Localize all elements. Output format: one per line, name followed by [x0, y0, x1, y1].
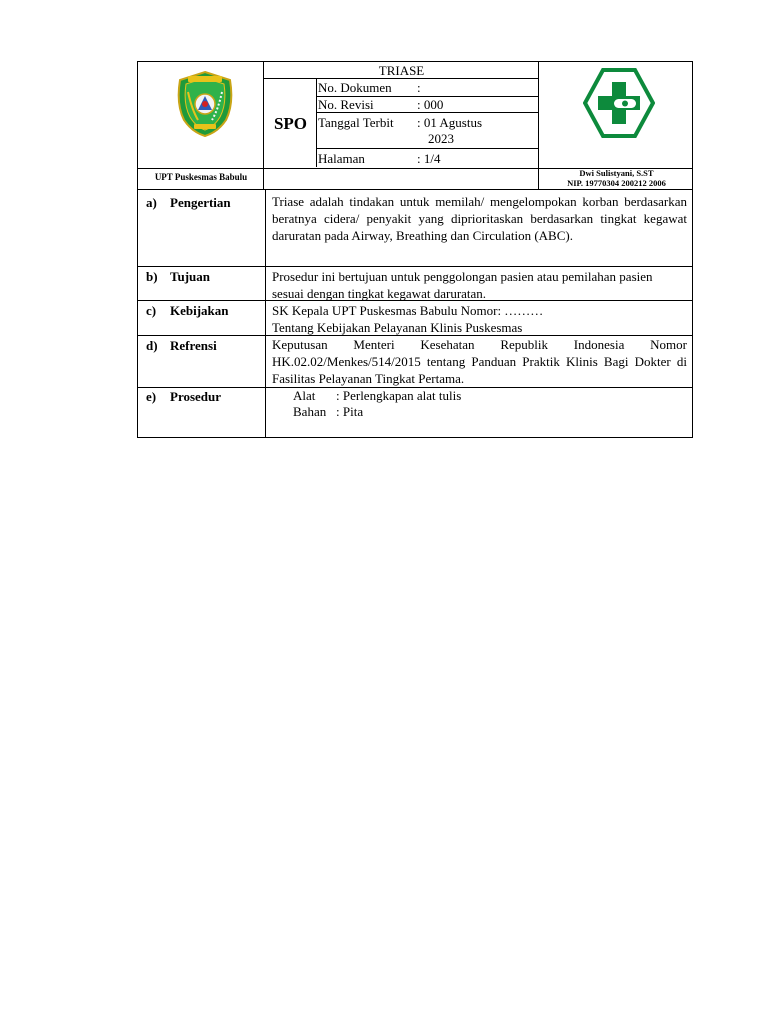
field-value-revision: : 000 — [417, 97, 444, 112]
field-label-issue-date: Tanggal Terbit — [318, 115, 394, 130]
section-text-tujuan: Prosedur ini bertujuan untuk penggolongan pasien atau pemilahan pasien sesuai dengan tingkat kegawat daruratan. — [272, 269, 653, 301]
procedure-item-label: Bahan — [293, 404, 327, 419]
signatory-block — [539, 168, 694, 188]
column-divider — [265, 190, 266, 437]
field-label-page: Halaman — [318, 151, 365, 166]
section-label-refrensi: d) Refrensi — [146, 338, 217, 353]
section-label-pengertian: a) Pengertian — [146, 195, 231, 210]
header-divider — [316, 148, 538, 149]
section-label-prosedur: e) Prosedur — [146, 389, 222, 404]
regency-emblem-icon — [174, 70, 236, 138]
section-text-refrensi: Keputusan Menteri Kesehatan Republik Indonesia Nomor HK.02.02/Menkes/514/2015 tentang Panduan Praktik Klinis Bagi Dokter di Fasilitas Pelayanan Tingkat Pertama. — [272, 337, 687, 386]
document-header — [137, 61, 693, 190]
section-text-pengertian: Triase adalah tindakan untuk memilah/ mengelompokan korban berdasarkan beratnya cidera/ penyakit yang diprioritaskan berdasarkan tingkat kegawat daruratan pada Airway, Breathing dan Circulation (ABC). — [272, 194, 687, 243]
header-divider — [316, 112, 538, 113]
section-text-kebijakan: SK Kepala UPT Puskesmas Babulu Nomor: ……… Tentang Kebijakan Pelayanan Klinis Puskesmas — [272, 303, 544, 335]
signatory-name: Dwi Sulistyani, S.ST — [579, 168, 654, 178]
field-value-document-number: : — [417, 80, 421, 95]
procedure-item-value: : Pita — [336, 404, 364, 419]
section-label-kebijakan: c) Kebijakan — [146, 303, 229, 318]
section-label-tujuan: b) Tujuan — [146, 269, 210, 284]
puskesmas-logo-icon — [583, 68, 655, 138]
field-value-page: : 1/4 — [417, 151, 441, 166]
unit-name: UPT Puskesmas Babulu — [154, 172, 248, 182]
field-value-issue-date: : 01 Agustus — [417, 115, 483, 130]
field-label-revision: No. Revisi — [318, 97, 374, 112]
procedure-item-value: : Perlengkapan alat tulis — [336, 388, 462, 403]
signatory-nip: NIP. 19770304 200212 2006 — [567, 178, 666, 188]
procedure-table — [137, 190, 693, 438]
procedure-item-label: Alat — [293, 388, 316, 403]
document-title: TRIASE — [378, 63, 425, 78]
field-label-document-number: No. Dokumen — [318, 80, 392, 95]
field-value-issue-year: 2023 — [428, 131, 454, 146]
spo-label: SPO — [273, 114, 308, 133]
row-divider — [138, 266, 693, 267]
